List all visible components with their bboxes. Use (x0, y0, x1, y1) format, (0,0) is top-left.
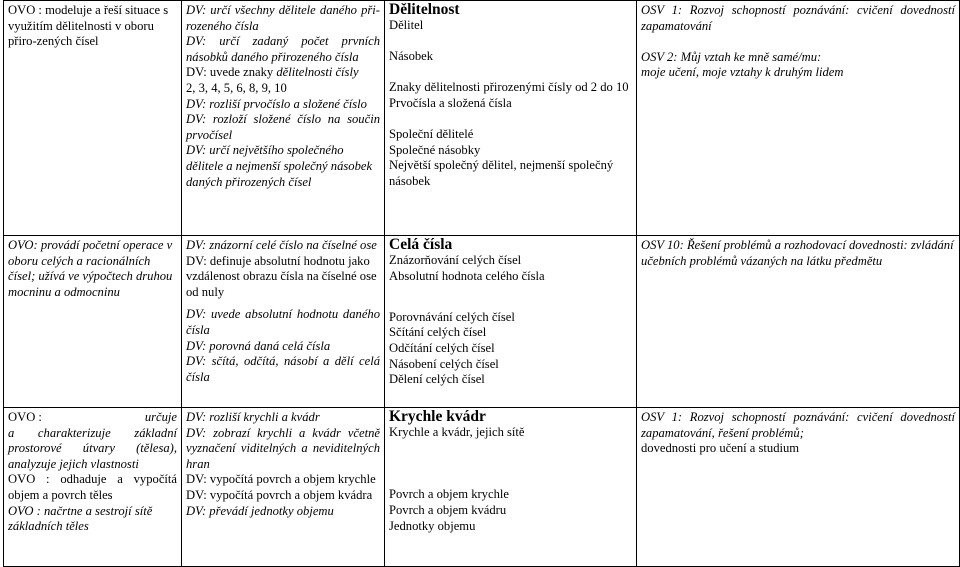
ovo-text: a charakterizuje základní prostorové útvary (tělesa), analyzuje jejich vlastnosti (8, 425, 177, 471)
osv-item: OSV 2: Můj vztah ke mně samé/mu: (641, 49, 822, 64)
dv-item: DV: určí největšího společného dělitele a nejmenší společný násobek daných přirozených čísel (186, 143, 373, 189)
dv-item: DV: sčítá, odčítá, násobí a dělí celá čísla (186, 354, 380, 384)
section-heading: Dělitelnost (389, 1, 460, 18)
content-line: Povrch a objem krychle (389, 487, 509, 502)
content-line: Odčítání celých čísel (389, 340, 495, 355)
content-line: Porovnávání celých čísel (389, 309, 515, 324)
content-line: Násobek (389, 49, 434, 64)
subtopic-cell (182, 236, 385, 408)
ovo-text: OVO : modeluje a řeší situace s využitím dělitelnosti v oboru přiro-zených čísel (8, 3, 169, 49)
content-line: Prvočísla a složená čísla (389, 95, 512, 110)
cross-topic-cell (637, 408, 960, 567)
content-cell (385, 236, 637, 408)
dv-item: DV: zobrazí krychli a kvádr včetně vyznačení viditelných a neviditelných hran (186, 425, 380, 471)
outcome-cell (4, 236, 182, 408)
dv-item: DV: převádí jednotky objemu (186, 503, 334, 518)
row-krychle-kvádr (4, 408, 960, 567)
content-line: Jednotky objemu (389, 518, 476, 533)
outcome-cell (4, 408, 182, 567)
content-line: Sčítání celých čísel (389, 325, 487, 340)
ovo-verb: určuje (144, 410, 177, 424)
section-heading: Celá čísla (389, 236, 453, 253)
content-line: Povrch a objem kvádru (389, 502, 507, 517)
dv-item: DV: definuje absolutní hodnotu jako vzdálenost obrazu čísla na číselné ose od nuly (186, 253, 377, 299)
osv-item: OSV 10: Řešení problémů a rozhodovací dovednosti: zvládání učebních problémů vázaných na látku předmětu (641, 238, 954, 268)
dv-item: DV: určí zadaný počet prvních násobků daného přirozeného čísla (186, 34, 380, 64)
content-line: Násobení celých čísel (389, 356, 499, 371)
dv-item: DV: vypočítá povrch a objem kvádra (186, 487, 373, 502)
content-line: Největší společný dělitel, nejmenší společný násobek (389, 158, 614, 188)
osv-item: OSV 1: Rozvoj schopností poznávání: cvičení dovedností zapamatování (641, 3, 955, 33)
section-heading: Krychle kvádr (389, 408, 486, 425)
content-line: Dělitel (389, 18, 424, 32)
osv-item: dovednosti pro učení a studium (641, 441, 800, 456)
outcome-cell (4, 1, 182, 236)
ovo-text: OVO : načrtne a sestrojí sítě základních těles (8, 503, 153, 534)
ovo-lead: OVO : (8, 410, 42, 424)
dv-item: DV: vypočítá povrch a objem krychle (186, 472, 376, 487)
osv-item: OSV 1: Rozvoj schopností poznávání: cvičení dovedností zapamatování, řešení problémů; (641, 410, 955, 440)
row-celá-čísla (4, 236, 960, 408)
ovo-text (8, 410, 177, 426)
cross-topic-cell (637, 236, 960, 408)
row-dělitelnost (4, 1, 960, 236)
ovo-text: OVO : odhaduje a vypočítá objem a povrch těles (8, 472, 177, 502)
content-line: Společní dělitelé (389, 127, 474, 142)
curriculum-table (3, 0, 960, 567)
dv-item: DV: rozliší krychli a kvádr (186, 410, 320, 424)
dv-item: DV: uvede absolutní hodnotu daného čísla (186, 307, 380, 337)
dv-item: DV: znázorní celé číslo na číselné ose (186, 238, 377, 252)
dv-rest: dělitelnosti čísly (273, 65, 359, 80)
content-line: Znaky dělitelnosti přirozenými čísly od 2 do 10 (389, 80, 629, 95)
subtopic-cell (182, 408, 385, 567)
dv-item: DV: porovná daná celá čísla (186, 338, 331, 353)
dv-item: DV: rozloží složené číslo na součin prvočísel (186, 112, 380, 142)
cross-topic-cell (637, 1, 960, 236)
osv-item: moje učení, moje vztahy k druhým lidem (641, 65, 844, 80)
ovo-text: OVO: provádí početní operace v oboru celých a racionálních čísel; užívá ve výpočtech druhou mocninu a odmocninu (8, 238, 173, 299)
content-line: Znázorňování celých čísel (389, 253, 522, 267)
dv-item (186, 65, 380, 81)
content-line: Krychle a kvádr, jejich sítě (389, 425, 525, 439)
content-cell (385, 408, 637, 567)
dv-item: DV: rozliší prvočíslo a složené číslo (186, 96, 367, 111)
dv-item: DV: určí všechny dělitele daného při-rozeného čísla (186, 3, 380, 33)
content-cell (385, 1, 637, 236)
subtopic-cell (182, 1, 385, 236)
content-line: Společné násobky (389, 142, 481, 157)
content-line: Dělení celých čísel (389, 372, 485, 387)
dv-item: 2, 3, 4, 5, 6, 8, 9, 10 (186, 80, 287, 95)
content-line: Absolutní hodnota celého čísla (389, 268, 545, 283)
dv-lead: DV: uvede znaky (186, 65, 274, 80)
